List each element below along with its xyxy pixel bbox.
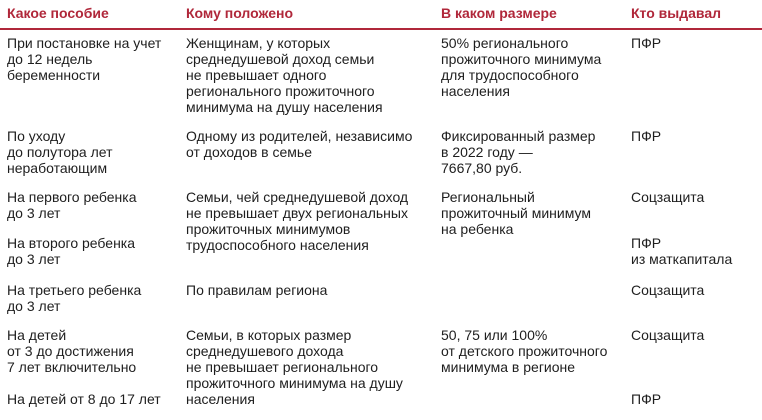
row-4-benefit: На второго ребенка до 3 лет (7, 235, 136, 267)
row-6-benefit: На детей от 3 до достижения 7 лет включительно (7, 327, 137, 375)
row-1-issuer: ПФР (631, 35, 662, 51)
row-5-benefit: На третьего ребенка до 3 лет (7, 282, 142, 314)
row-3-issuer: Соцзащита (631, 189, 705, 205)
row-1-amount: 50% регионального прожиточного минимума для трудоспособного населения (441, 35, 602, 99)
header-amount: В каком размере (441, 5, 557, 21)
row-1-eligible: Женщинам, у которых среднедушевой доход семьи не превышает одного регионального прожиточного минимума на душу населения (186, 35, 383, 115)
header-eligible: Кому положено (186, 5, 294, 21)
row-5-issuer: Соцзащита (631, 282, 705, 298)
row-5-eligible: По правилам региона (186, 282, 328, 298)
row-2-benefit: По уходу до полутора лет неработающим (7, 128, 113, 176)
row-4-issuer: ПФР из маткапитала (631, 235, 733, 267)
row-3-eligible: Семьи, чей среднедушевой доход не превышает двух региональных прожиточных минимумов трудоспособного населения (186, 189, 409, 253)
row-7-benefit: На детей от 8 до 17 лет (7, 391, 161, 407)
row-3-amount: Региональный прожиточный минимум на ребенка (441, 189, 591, 237)
row-2-amount: Фиксированный размер в 2022 году — 7667,80 руб. (441, 128, 596, 176)
header-issuer: Кто выдавал (631, 5, 721, 21)
row-2-issuer: ПФР (631, 128, 662, 144)
row-6-amount: 50, 75 или 100% от детского прожиточного минимума в регионе (441, 327, 608, 375)
row-3-benefit: На первого ребенка до 3 лет (7, 189, 137, 221)
row-2-eligible: Одному из родителей, независимо от доходов в семье (186, 128, 413, 160)
row-7-issuer: ПФР (631, 391, 662, 407)
header-benefit-type: Какое пособие (7, 5, 109, 21)
row-6-eligible: Семьи, в которых размер среднедушевого дохода не превышает регионального прожиточного минимума на душу населения (186, 327, 403, 407)
row-1-benefit: При постановке на учет до 12 недель беременности (7, 35, 162, 83)
row-6-issuer: Соцзащита (631, 327, 705, 343)
table-header (0, 0, 762, 28)
header-divider (0, 28, 762, 30)
